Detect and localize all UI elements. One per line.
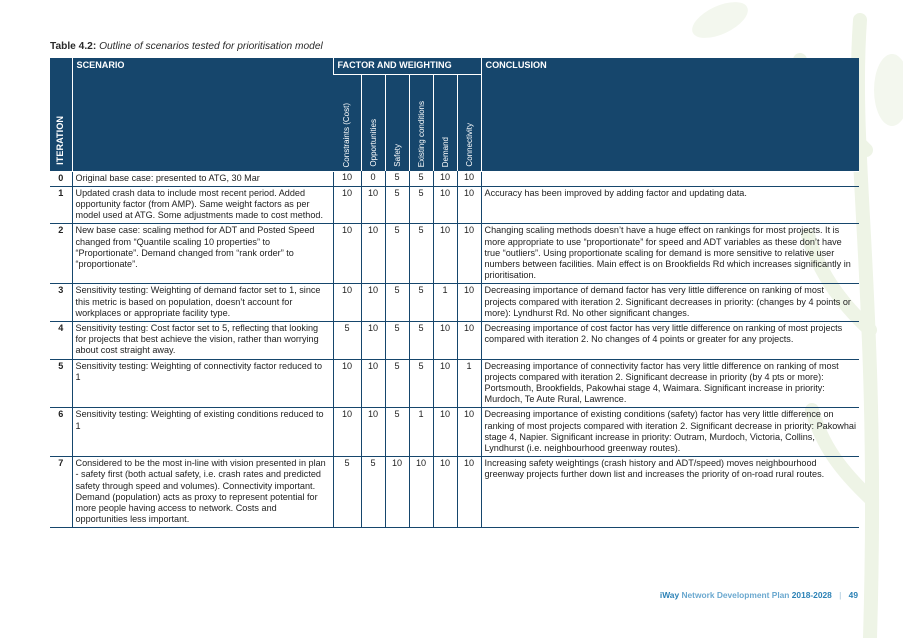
- iteration-number: 3: [50, 284, 72, 322]
- table-caption-title: Outline of scenarios tested for prioritisation model: [99, 41, 323, 52]
- conclusion-cell: Decreasing importance of cost factor has very little difference on ranking of most projects compared with iteration 2. No changes of 4 points or greater for any projects.: [481, 321, 859, 359]
- scenario-header: SCENARIO: [72, 58, 333, 171]
- factor-header-connectivity: Connectivity: [457, 75, 481, 172]
- weight-existing-conditions: 5: [409, 186, 433, 224]
- table-row: [50, 321, 859, 359]
- table-row: [50, 171, 859, 186]
- weight-existing-conditions: 1: [409, 408, 433, 457]
- table-row: [50, 408, 859, 457]
- factor-header-safety: Safety: [385, 75, 409, 172]
- weight-constraints: 5: [333, 321, 361, 359]
- table-row: [50, 186, 859, 224]
- weight-opportunities: 10: [361, 284, 385, 322]
- iteration-header: ITERATION: [50, 58, 72, 171]
- conclusion-cell: Decreasing importance of demand factor has very little difference on ranking of most projects compared with iteration 2. Significant decreases in priority: (changes by 4 points or more): Lyndhurst Rd. No other significant changes.: [481, 284, 859, 322]
- table-caption-label: Table 4.2:: [50, 41, 97, 52]
- weight-existing-conditions: 5: [409, 224, 433, 284]
- weight-demand: 10: [433, 457, 457, 528]
- weight-safety: 5: [385, 186, 409, 224]
- scenario-table: [50, 58, 859, 528]
- scenario-cell: Considered to be the most in-line with vision presented in plan - safety first (both actual safety, i.e. crash rates and predicted safety through speed and volumes). Connectivity important. Demand (population) acts as proxy to represent potential for more people having access to network. Costs and opportunities less important.: [72, 457, 333, 528]
- factor-header-opportunities: Opportunities: [361, 75, 385, 172]
- scenario-cell: New base case: scaling method for ADT and Posted Speed changed from “Quantile scaling 10 properties” to “Proportionate”. Demand changed from “rank order” to “proportionate”.: [72, 224, 333, 284]
- weight-constraints: 5: [333, 457, 361, 528]
- weight-existing-conditions: 5: [409, 321, 433, 359]
- weight-opportunities: 0: [361, 171, 385, 186]
- weight-constraints: 10: [333, 408, 361, 457]
- factor-weighting-header: FACTOR AND WEIGHTING: [333, 58, 481, 75]
- footer-separator: |: [839, 590, 842, 600]
- conclusion-cell: Decreasing importance of connectivity factor has very little difference on ranking of most projects compared with iteration 2. Significant decrease in priority (by 4 pts or more): Portsmouth, Brookfields, Pakowhai stage 4, Waimara. Significant increase in priority: Murdoch, Te Aute Rural, Lawrence.: [481, 359, 859, 408]
- weight-opportunities: 10: [361, 321, 385, 359]
- weight-demand: 10: [433, 359, 457, 408]
- weight-connectivity: 10: [457, 224, 481, 284]
- weight-connectivity: 10: [457, 457, 481, 528]
- weight-opportunities: 10: [361, 224, 385, 284]
- conclusion-cell: Increasing safety weightings (crash history and ADT/speed) moves neighbourhood greenway projects further down list and increases the priority of on-road rural routes.: [481, 457, 859, 528]
- iteration-number: 0: [50, 171, 72, 186]
- weight-demand: 10: [433, 408, 457, 457]
- iteration-number: 5: [50, 359, 72, 408]
- footer-plan-title: Network Development Plan: [681, 590, 790, 600]
- weight-opportunities: 10: [361, 408, 385, 457]
- conclusion-cell: Decreasing importance of existing conditions (safety) factor has very little difference on ranking of most projects compared with iteration 2. Significant decrease in priority: Pakowhai stage 4, Napier. Significant increase in priority: Outram, Murdoch, Victoria, Collins, Lyndhurst (i.e. neighbourhood greenway routes).: [481, 408, 859, 457]
- weight-safety: 5: [385, 321, 409, 359]
- scenario-cell: Original base case: presented to ATG, 30 Mar: [72, 171, 333, 186]
- conclusion-cell: Accuracy has been improved by adding factor and updating data.: [481, 186, 859, 224]
- table-row: [50, 359, 859, 408]
- weight-demand: 1: [433, 284, 457, 322]
- table-row: [50, 457, 859, 528]
- weight-constraints: 10: [333, 284, 361, 322]
- page-number: 49: [848, 590, 858, 600]
- weight-demand: 10: [433, 186, 457, 224]
- weight-existing-conditions: 5: [409, 359, 433, 408]
- table-row: [50, 284, 859, 322]
- weight-opportunities: 10: [361, 186, 385, 224]
- weight-existing-conditions: 5: [409, 171, 433, 186]
- weight-existing-conditions: 10: [409, 457, 433, 528]
- weight-connectivity: 10: [457, 408, 481, 457]
- iteration-number: 4: [50, 321, 72, 359]
- weight-connectivity: 10: [457, 171, 481, 186]
- table-row: [50, 224, 859, 284]
- scenario-cell: Sensitivity testing: Weighting of connectivity factor reduced to 1: [72, 359, 333, 408]
- weight-connectivity: 1: [457, 359, 481, 408]
- conclusion-cell: [481, 171, 859, 186]
- weight-connectivity: 10: [457, 186, 481, 224]
- weight-safety: 5: [385, 359, 409, 408]
- page-footer: [660, 590, 858, 600]
- conclusion-header: CONCLUSION: [481, 58, 859, 171]
- weight-constraints: 10: [333, 171, 361, 186]
- table-caption: [50, 41, 323, 52]
- conclusion-cell: Changing scaling methods doesn’t have a huge effect on rankings for most projects. It is more appropriate to use “proportionate” for speed and ADT variables as these don’t have true “outliers”. Using proportionate scaling for demand is more sensitive to relative user numbers between facilities. Main effect is on Brookfields Rd which increases significantly in prioritisation.: [481, 224, 859, 284]
- weight-safety: 5: [385, 224, 409, 284]
- weight-constraints: 10: [333, 359, 361, 408]
- weight-connectivity: 10: [457, 284, 481, 322]
- weight-connectivity: 10: [457, 321, 481, 359]
- scenario-cell: Updated crash data to include most recent period. Added opportunity factor (from AMP). Same weight factors as per model used at ATG. Some adjustments made to cost method.: [72, 186, 333, 224]
- weight-safety: 5: [385, 284, 409, 322]
- weight-demand: 10: [433, 171, 457, 186]
- weight-safety: 10: [385, 457, 409, 528]
- iteration-number: 1: [50, 186, 72, 224]
- weight-constraints: 10: [333, 224, 361, 284]
- weight-safety: 5: [385, 171, 409, 186]
- weight-opportunities: 10: [361, 359, 385, 408]
- iteration-number: 2: [50, 224, 72, 284]
- weight-demand: 10: [433, 321, 457, 359]
- factor-header-demand: Demand: [433, 75, 457, 172]
- weight-demand: 10: [433, 224, 457, 284]
- weight-constraints: 10: [333, 186, 361, 224]
- factor-header-existing-conditions: Existing conditions: [409, 75, 433, 172]
- iteration-number: 7: [50, 457, 72, 528]
- scenario-cell: Sensitivity testing: Cost factor set to 5, reflecting that looking for projects that best achieve the vision, rather than worrying about cost straight away.: [72, 321, 333, 359]
- factor-header-constraints: Constraints (Cost): [333, 75, 361, 172]
- footer-years: 2018-2028: [791, 590, 832, 600]
- footer-brand: iWay: [659, 590, 680, 600]
- scenario-cell: Sensitivity testing: Weighting of existing conditions reduced to 1: [72, 408, 333, 457]
- iteration-number: 6: [50, 408, 72, 457]
- weight-opportunities: 5: [361, 457, 385, 528]
- weight-existing-conditions: 5: [409, 284, 433, 322]
- weight-safety: 5: [385, 408, 409, 457]
- scenario-cell: Sensitivity testing: Weighting of demand factor set to 1, since this metric is based on population, doesn’t account for workplaces or appropriate facility type.: [72, 284, 333, 322]
